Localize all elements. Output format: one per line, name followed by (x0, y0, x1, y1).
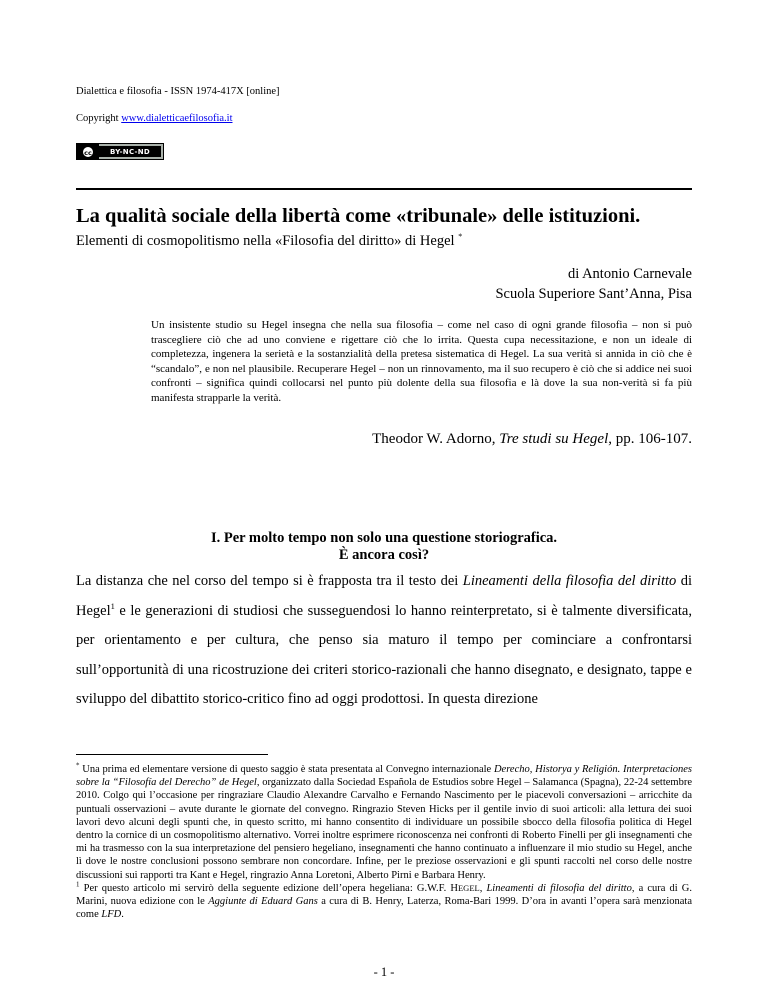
citation-pages: , pp. 106-107. (608, 431, 692, 447)
citation-author: Theodor W. Adorno, (372, 431, 500, 447)
section-heading-line-2: È ancora così? (338, 547, 430, 563)
footnote-star-text-a: Una prima ed elementare versione di questo saggio è stata presentata al Convegno internazionale (79, 764, 494, 775)
footnote-1-smallcaps: EGEL (457, 882, 480, 893)
subtitle-footnote-marker[interactable]: * (458, 232, 463, 241)
epigraph-quote: Un insistente studio su Hegel insegna che nella sua filosofia – come nel caso di ogni grande filosofia – non si può trascegliere ciò che ad uno conviene e rigettare ciò che lo irrita. Questa cupa necessitazione, e non un ideale di completezza, ingenera la serietà e la sostanzialità della pretesa sistematica di Hegel. La sua verità si annida in ciò che è “scandalo”, e non nel plausibile. Recuperare Hegel – non un rinnovamento, ma il suo recupero è ciò che si addice nei suoi confronti – significa quindi collocarsi nel punto più dolente della sua filosofia e là dove la sua non-verità si fa più manifesta strapparle la verità. (151, 319, 692, 404)
copyright-line (76, 113, 233, 124)
section-heading (76, 530, 692, 564)
footnote-star (76, 763, 692, 882)
cc-license-badge[interactable] (76, 143, 164, 160)
journal-website-link[interactable]: www.dialetticaefilosofia.it (121, 113, 233, 124)
cc-logo-text: cc (82, 146, 94, 158)
footnote-divider (76, 754, 268, 755)
footnote-star-text-b: , organizzato dalla Sociedad Española de Estudios sobre Hegel – Salamanca (Spagna), 22-24 settembre 2010. Colgo qui l’occasione per ringraziare Claudio Alexandre Carvalho e Fernando Nascimento per le piacevoli conversazioni – arricchite da puntuali osservazioni – avute durante le giornate del convegno. Ringrazio Steven Hicks per il gentile invio di suoi articoli: alla lettura dei suoi lavori devo alcuni degli spunti che, in questo scritto, mi hanno consentito di individuare un possibile sbocco della filosofia politica di Hegel dentro la cornice di un cosmopolitismo alternativo. Vorrei inoltre esprimere riconoscenza nei confronti di Roberto Finelli per gli insegnamenti che mi ha trasmesso con la sua interpretazione del pensiero hegeliano, insegnamenti che hanno continuato a influenzare il mio studio su Hegel, anche lì dove le nostre conclusioni possono sembrare non concordare. Infine, per le preziose osservazioni e gli spunti raccolti nel corso delle nostre discussioni sui rapporti tra Kant e Hegel, ringrazio Anna Loretoni, Alberto Pirni e Barbara Henry. (76, 777, 692, 881)
footnotes (76, 763, 692, 921)
author-block (495, 264, 692, 304)
citation-work: Tre studi su Hegel (499, 431, 609, 447)
page-number: - 1 - (373, 965, 395, 979)
footnote-1-abbr: LFD (101, 909, 122, 921)
footnote-1-text-b: , (479, 882, 487, 894)
epigraph-citation (372, 431, 692, 448)
body-text-b: di Hegel (76, 573, 693, 619)
article-title: La qualità sociale della libertà come «tribunale» delle istituzioni. (76, 205, 641, 227)
author-affiliation: Scuola Superiore Sant’Anna, Pisa (495, 286, 692, 302)
header-divider (76, 188, 692, 190)
footnote-star-marker: * (76, 761, 80, 770)
footnote-1-text-c: , a cura di G. Marini, nuova edizione con le (76, 882, 693, 908)
footnote-1-text-a: Per questo articolo mi servirò della seguente edizione dell’opera hegeliana: G.W.F. H (79, 882, 458, 894)
footnote-1-work2: Aggiunte di Eduard Gans (208, 896, 318, 908)
body-text-a: La distanza che nel corso del tempo si è frapposta tra il testo dei (76, 573, 463, 589)
footnote-1-marker: 1 (76, 880, 80, 889)
footnote-star-conference: Derecho, Historya y Religión. Interpretaciones sobre la “Filosofía del Derecho” de Hegel (76, 764, 692, 789)
section-heading-line-1: I. Per molto tempo non solo una questione storiografica. (210, 530, 558, 546)
subtitle-text: Elementi di cosmopolitismo nella «Filosofia del diritto» di Hegel (76, 232, 455, 249)
author-name: di Antonio Carnevale (567, 266, 692, 282)
footnote-1-text-e: . (121, 909, 124, 921)
footnote-1-text-d: a cura di B. Henry, Laterza, Roma-Bari 1999. D’ora in avanti l’opera sarà menzionata come (76, 896, 693, 921)
body-work-title: Lineamenti della filosofia del diritto (462, 573, 677, 589)
body-text-c: e le generazioni di studiosi che susseguendosi lo hanno reinterpretato, si è talmente diversificata, per orientamento e per cultura, che penso sia maturo il tempo per cominciare a confrontarsi sull’opportunità di una ricostruzione dei criteri storico-razionali che hanno disegnato, e designato, tappe e sviluppo del dibattito storico-critico fino ad oggi prodottosi. In questa direzione (76, 602, 692, 707)
journal-line: Dialettica e filosofia - ISSN 1974-417X [online] (76, 86, 280, 97)
footnote-1-work: Lineamenti di filosofia del diritto (486, 882, 632, 894)
copyright-label: Copyright (76, 113, 119, 124)
footnote-ref-1[interactable]: 1 (110, 600, 115, 611)
cc-logo-icon (77, 144, 99, 159)
footnote-1 (76, 882, 692, 922)
body-paragraph (76, 567, 692, 715)
license-terms: BY-NC-ND (99, 146, 161, 157)
article-subtitle (76, 232, 462, 250)
